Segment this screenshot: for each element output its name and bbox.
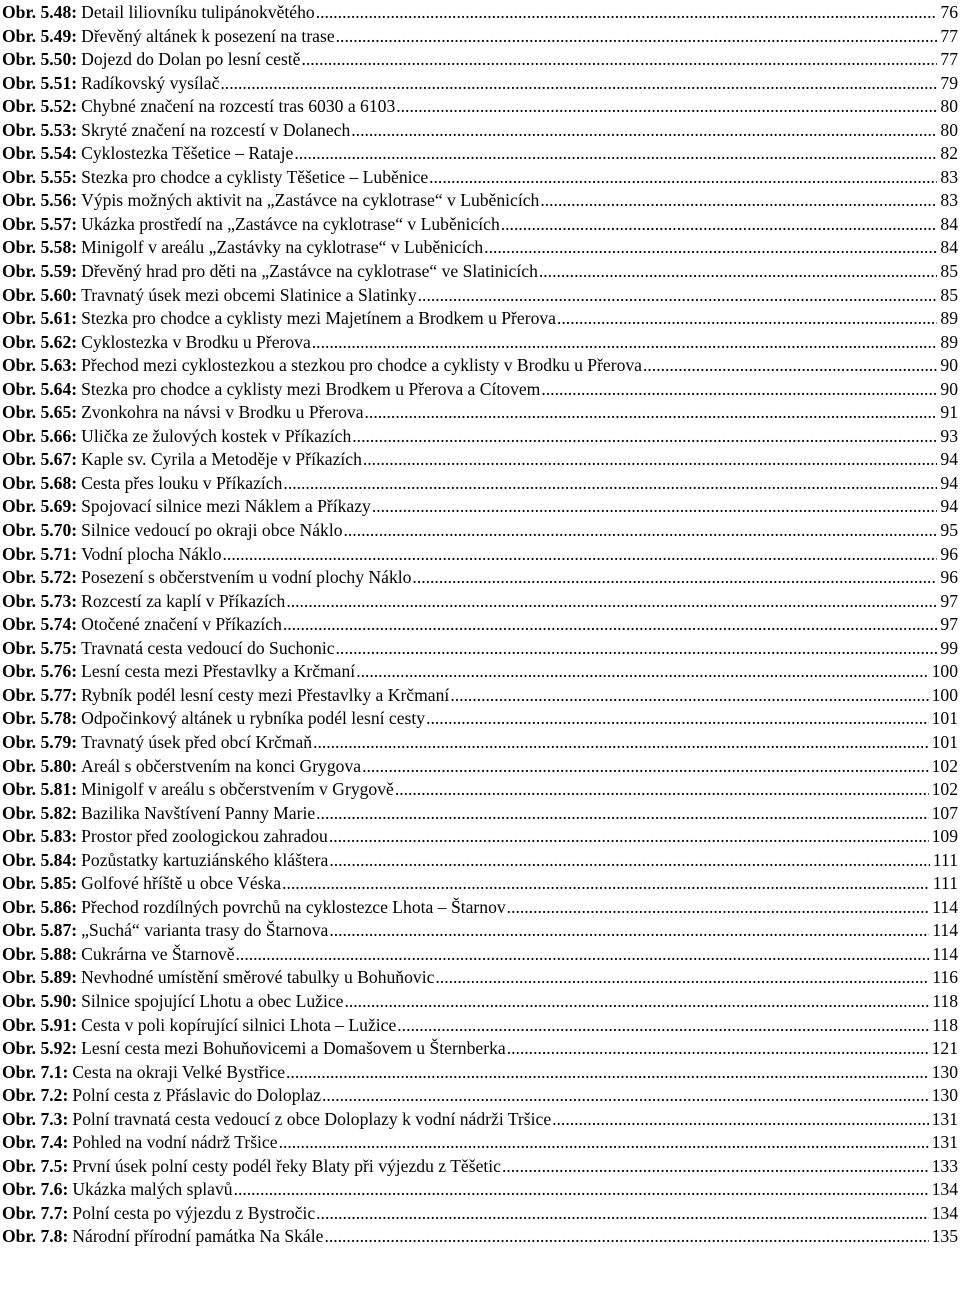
- dot-leader: [643, 354, 937, 378]
- figure-number: Obr. 5.65:: [2, 402, 78, 423]
- dot-leader: [372, 495, 938, 519]
- page-number: 130: [931, 1061, 958, 1082]
- page-number: 97: [940, 590, 958, 611]
- toc-entry[interactable]: [2, 707, 958, 731]
- dot-leader: [426, 707, 929, 731]
- page-number: 131: [931, 1132, 958, 1153]
- figure-number: Obr. 5.88:: [2, 943, 78, 964]
- page-number: 84: [940, 237, 958, 258]
- page-number: 89: [940, 308, 958, 329]
- figure-number: Obr. 5.58:: [2, 237, 78, 258]
- dot-leader: [324, 1225, 928, 1249]
- toc-entry[interactable]: [2, 966, 958, 990]
- figure-number: Obr. 5.69:: [2, 496, 78, 517]
- figure-number: Obr. 5.49:: [2, 25, 78, 46]
- page-number: 85: [940, 261, 958, 282]
- figure-caption: Kaple sv. Cyrila a Metoděje v Příkazích: [81, 449, 362, 470]
- dot-leader: [329, 825, 929, 849]
- figure-caption: Prostor před zoologickou zahradou: [81, 826, 328, 847]
- toc-entry[interactable]: [2, 1, 958, 25]
- figure-number: Obr. 7.7:: [2, 1202, 69, 1223]
- toc-entry[interactable]: [2, 1084, 958, 1108]
- dot-leader: [279, 1131, 929, 1155]
- toc-entry[interactable]: [2, 590, 958, 614]
- page-number: 107: [931, 802, 958, 823]
- figure-number: Obr. 5.63:: [2, 355, 78, 376]
- figure-caption: Cesta na okraji Velké Bystřice: [72, 1061, 286, 1082]
- figure-caption: Nevhodné umístění směrové tabulky u Bohuňovic: [81, 967, 435, 988]
- figure-caption: Cukrárna ve Štarnově: [81, 943, 235, 964]
- figure-caption: Areál s občerstvením na konci Grygova: [81, 755, 362, 776]
- toc-entry[interactable]: [2, 260, 958, 284]
- figure-caption: Ukázka malých splavů: [72, 1179, 233, 1200]
- toc-entry[interactable]: [2, 990, 958, 1014]
- figure-caption: Ulička ze žulových kostek v Příkazích: [81, 425, 352, 446]
- toc-entry[interactable]: [2, 731, 958, 755]
- page-number: 121: [931, 1038, 958, 1059]
- page-number: 80: [940, 119, 958, 140]
- dot-leader: [336, 25, 938, 49]
- page-number: 77: [940, 49, 958, 70]
- figure-number: Obr. 5.61:: [2, 308, 78, 329]
- page-number: 76: [940, 2, 958, 22]
- page-number: 114: [932, 896, 958, 917]
- figure-caption: Polní cesta z Přáslavic do Doloplaz: [72, 1085, 322, 1106]
- figure-caption: Otočené značení v Příkazích: [81, 614, 282, 635]
- toc-entry[interactable]: [2, 378, 958, 402]
- figure-caption: Cesta přes louku v Příkazích: [81, 472, 283, 493]
- figure-caption: Stezka pro chodce a cyklisty mezi Brodkem u Přerova a Cítovem: [81, 378, 541, 399]
- toc-entry[interactable]: [2, 613, 958, 637]
- dot-leader: [397, 1014, 929, 1038]
- figure-caption: Posezení s občerstvením u vodní plochy Náklo: [81, 567, 412, 588]
- figure-caption: Dojezd do Dolan po lesní cestě: [81, 49, 301, 70]
- toc-entry[interactable]: [2, 472, 958, 496]
- toc-entry[interactable]: [2, 213, 958, 237]
- toc-entry[interactable]: [2, 142, 958, 166]
- figure-number: Obr. 5.70:: [2, 520, 78, 541]
- page-number: 83: [940, 190, 958, 211]
- dot-leader: [362, 755, 929, 779]
- figure-number: Obr. 5.52:: [2, 96, 78, 117]
- toc-entry[interactable]: [2, 95, 958, 119]
- dot-leader: [429, 166, 937, 190]
- figure-number: Obr. 5.87:: [2, 920, 78, 941]
- figure-caption: Přechod rozdílných povrchů na cyklostezce Lhota – Štarnov: [81, 896, 506, 917]
- figure-caption: Radíkovský vysílač: [81, 72, 220, 93]
- dot-leader: [234, 1178, 929, 1202]
- dot-leader: [329, 849, 930, 873]
- page-number: 93: [940, 425, 958, 446]
- page-number: 90: [940, 355, 958, 376]
- toc-entry[interactable]: [2, 72, 958, 96]
- figure-caption: Výpis možných aktivit na „Zastávce na cyklotrase“ v Luběnicích: [81, 190, 540, 211]
- figure-caption: Silnice spojující Lhotu a obec Lužice: [81, 990, 344, 1011]
- figure-caption: Polní cesta po výjezdu z Bystročic: [72, 1202, 316, 1223]
- figure-number: Obr. 5.67:: [2, 449, 78, 470]
- dot-leader: [316, 1, 938, 25]
- figure-number: Obr. 5.80:: [2, 755, 78, 776]
- figure-number: Obr. 5.84:: [2, 849, 78, 870]
- figure-caption: Pohled na vodní nádrž Tršice: [72, 1132, 278, 1153]
- page-number: 118: [932, 990, 958, 1011]
- figure-number: Obr. 5.74:: [2, 614, 78, 635]
- toc-entry[interactable]: [2, 566, 958, 590]
- dot-leader: [450, 684, 928, 708]
- page-number: 94: [940, 472, 958, 493]
- dot-leader: [313, 731, 929, 755]
- figure-caption: Národní přírodní památka Na Skále: [72, 1226, 324, 1247]
- figure-caption: Cesta v poli kopírující silnici Lhota – Lužice: [81, 1014, 397, 1035]
- toc-entry[interactable]: [2, 943, 958, 967]
- page-number: 135: [931, 1226, 958, 1247]
- dot-leader: [352, 425, 937, 449]
- toc-entry[interactable]: [2, 189, 958, 213]
- figure-caption: Cyklostezka v Brodku u Přerova: [81, 331, 311, 352]
- dot-leader: [557, 307, 937, 331]
- figure-caption: Vodní plocha Náklo: [81, 543, 222, 564]
- page-number: 94: [940, 496, 958, 517]
- dot-leader: [507, 1037, 929, 1061]
- page-number: 114: [932, 943, 958, 964]
- toc-entry[interactable]: [2, 448, 958, 472]
- figure-number: Obr. 7.3:: [2, 1108, 69, 1129]
- figure-caption: První úsek polní cesty podél řeky Blaty při výjezdu z Těšetic: [72, 1155, 501, 1176]
- figure-number: Obr. 5.75:: [2, 637, 78, 658]
- page-number: 89: [940, 331, 958, 352]
- figure-caption: Pozůstatky kartuziánského kláštera: [81, 849, 329, 870]
- page-number: 102: [931, 779, 958, 800]
- figure-caption: Stezka pro chodce a cyklisty mezi Majetínem a Brodkem u Přerova: [81, 308, 556, 329]
- page-number: 118: [932, 1014, 958, 1035]
- dot-leader: [365, 401, 938, 425]
- dot-leader: [236, 943, 930, 967]
- dot-leader: [286, 590, 937, 614]
- figure-caption: Zvonkohra na návsi v Brodku u Přerova: [81, 402, 364, 423]
- page-number: 95: [940, 520, 958, 541]
- figure-number: Obr. 5.73:: [2, 590, 78, 611]
- toc-entry[interactable]: [2, 48, 958, 72]
- toc-entry[interactable]: [2, 401, 958, 425]
- dot-leader: [223, 543, 938, 567]
- figure-caption: Minigolf v areálu „Zastávky na cyklotrase“ v Luběnicích: [81, 237, 484, 258]
- figure-caption: Dřevěný hrad pro děti na „Zastávce na cyklotrase“ ve Slatinicích: [81, 261, 538, 282]
- toc-entry[interactable]: [2, 119, 958, 143]
- figure-number: Obr. 5.81:: [2, 779, 78, 800]
- figure-caption: Travnatá cesta vedoucí do Suchonic: [81, 637, 335, 658]
- toc-entry[interactable]: [2, 331, 958, 355]
- figure-caption: Travnatý úsek před obcí Krčmaň: [81, 731, 313, 752]
- dot-leader: [282, 872, 930, 896]
- figure-number: Obr. 5.72:: [2, 567, 78, 588]
- page-number: 130: [931, 1085, 958, 1106]
- page-number: 100: [931, 661, 958, 682]
- figure-number: Obr. 5.57:: [2, 213, 78, 234]
- dot-leader: [552, 1108, 928, 1132]
- toc-entry[interactable]: [2, 284, 958, 308]
- page-number: 114: [932, 920, 958, 941]
- dot-leader: [502, 1155, 929, 1179]
- toc-entry[interactable]: [2, 307, 958, 331]
- dot-leader: [501, 213, 938, 237]
- figure-number: Obr. 5.89:: [2, 967, 78, 988]
- figure-number: Obr. 5.55:: [2, 166, 78, 187]
- page-number: 134: [931, 1202, 958, 1223]
- dot-leader: [507, 896, 930, 920]
- figure-caption: „Suchá“ varianta trasy do Štarnova: [81, 920, 329, 941]
- figure-caption: Cyklostezka Těšetice – Rataje: [81, 143, 294, 164]
- toc-entry[interactable]: [2, 1225, 958, 1249]
- page-number: 77: [940, 25, 958, 46]
- page-number: 84: [940, 213, 958, 234]
- dot-leader: [344, 990, 929, 1014]
- page-number: 116: [932, 967, 958, 988]
- figure-number: Obr. 5.68:: [2, 472, 78, 493]
- page-number: 80: [940, 96, 958, 117]
- toc-entry[interactable]: [2, 919, 958, 943]
- figure-number: Obr. 5.82:: [2, 802, 78, 823]
- dot-leader: [316, 1202, 928, 1226]
- toc-entry[interactable]: [2, 755, 958, 779]
- dot-leader: [312, 331, 938, 355]
- figure-caption: Polní travnatá cesta vedoucí z obce Doloplazy k vodní nádrži Tršice: [72, 1108, 552, 1129]
- figure-number: Obr. 7.8:: [2, 1226, 69, 1247]
- dot-leader: [294, 142, 937, 166]
- figure-number: Obr. 5.64:: [2, 378, 78, 399]
- dot-leader: [301, 48, 937, 72]
- figure-caption: Rybník podél lesní cesty mezi Přestavlky a Krčmaní: [81, 684, 450, 705]
- figure-number: Obr. 5.92:: [2, 1038, 78, 1059]
- figure-number: Obr. 5.76:: [2, 661, 78, 682]
- figure-number: Obr. 5.66:: [2, 425, 78, 446]
- toc-entry[interactable]: [2, 896, 958, 920]
- page-number: 111: [932, 873, 958, 894]
- page-number: 133: [931, 1155, 958, 1176]
- dot-leader: [540, 189, 937, 213]
- toc-entry[interactable]: [2, 25, 958, 49]
- toc-entry[interactable]: [2, 166, 958, 190]
- dot-leader: [336, 637, 938, 661]
- dot-leader: [396, 95, 937, 119]
- figure-number: Obr. 5.91:: [2, 1014, 78, 1035]
- page-number: 109: [931, 826, 958, 847]
- figure-caption: Chybné značení na rozcestí tras 6030 a 6103: [81, 96, 396, 117]
- page-number: 101: [931, 731, 958, 752]
- toc-entry[interactable]: [2, 1108, 958, 1132]
- figure-caption: Přechod mezi cyklostezkou a stezkou pro chodce a cyklisty v Brodku u Přerova: [81, 355, 642, 376]
- figure-list: [2, 1, 958, 1249]
- toc-entry[interactable]: [2, 849, 958, 873]
- dot-leader: [395, 778, 929, 802]
- dot-leader: [322, 1084, 929, 1108]
- figure-number: Obr. 5.54:: [2, 143, 78, 164]
- figure-caption: Stezka pro chodce a cyklisty Těšetice – Luběnice: [81, 166, 429, 187]
- figure-number: Obr. 5.78:: [2, 708, 78, 729]
- figure-number: Obr. 5.90:: [2, 990, 78, 1011]
- figure-caption: Ukázka prostředí na „Zastávce na cyklotrase“ v Luběnicích: [81, 213, 500, 234]
- dot-leader: [356, 660, 928, 684]
- figure-number: Obr. 7.2:: [2, 1085, 69, 1106]
- dot-leader: [283, 472, 937, 496]
- dot-leader: [329, 919, 929, 943]
- page-number: 83: [940, 166, 958, 187]
- figure-caption: Silnice vedoucí po okraji obce Náklo: [81, 520, 343, 541]
- figure-number: Obr. 5.83:: [2, 826, 78, 847]
- toc-entry[interactable]: [2, 1155, 958, 1179]
- figure-number: Obr. 5.62:: [2, 331, 78, 352]
- toc-entry[interactable]: [2, 1178, 958, 1202]
- toc-entry[interactable]: [2, 1037, 958, 1061]
- dot-leader: [351, 119, 937, 143]
- toc-entry[interactable]: [2, 236, 958, 260]
- figure-number: Obr. 5.48:: [2, 2, 78, 22]
- toc-entry[interactable]: [2, 802, 958, 826]
- figure-caption: Travnatý úsek mezi obcemi Slatinice a Slatinky: [81, 284, 417, 305]
- dot-leader: [344, 519, 938, 543]
- dot-leader: [412, 566, 937, 590]
- page-number: 79: [940, 72, 958, 93]
- figure-caption: Lesní cesta mezi Přestavlky a Krčmaní: [81, 661, 356, 682]
- figure-number: Obr. 7.4:: [2, 1132, 69, 1153]
- page-number: 94: [940, 449, 958, 470]
- figure-number: Obr. 7.6:: [2, 1179, 69, 1200]
- dot-leader: [541, 378, 937, 402]
- page-number: 99: [940, 637, 958, 658]
- toc-entry[interactable]: [2, 778, 958, 802]
- page-number: 111: [932, 849, 958, 870]
- dot-leader: [435, 966, 929, 990]
- figure-number: Obr. 5.79:: [2, 731, 78, 752]
- page-number: 85: [940, 284, 958, 305]
- page-number: 91: [940, 402, 958, 423]
- figure-number: Obr. 7.5:: [2, 1155, 69, 1176]
- figure-caption: Detail liliovníku tulipánokvětého: [81, 2, 315, 22]
- toc-entry[interactable]: [2, 519, 958, 543]
- toc-entry[interactable]: [2, 1014, 958, 1038]
- page-number: 102: [931, 755, 958, 776]
- figure-caption: Bazilika Navštívení Panny Marie: [81, 802, 316, 823]
- figure-caption: Skryté značení na rozcestí v Dolanech: [81, 119, 351, 140]
- figure-number: Obr. 5.86:: [2, 896, 78, 917]
- toc-entry[interactable]: [2, 543, 958, 567]
- dot-leader: [316, 802, 928, 826]
- figure-caption: Odpočinkový altánek u rybníka podél lesní cesty: [81, 708, 426, 729]
- figure-number: Obr. 5.71:: [2, 543, 78, 564]
- figure-number: Obr. 5.77:: [2, 684, 78, 705]
- page-number: 96: [940, 543, 958, 564]
- toc-entry[interactable]: [2, 684, 958, 708]
- dot-leader: [363, 448, 938, 472]
- page-number: 134: [931, 1179, 958, 1200]
- toc-entry[interactable]: [2, 872, 958, 896]
- page-number: 82: [940, 143, 958, 164]
- toc-entry[interactable]: [2, 637, 958, 661]
- toc-entry[interactable]: [2, 1131, 958, 1155]
- toc-entry[interactable]: [2, 660, 958, 684]
- figure-number: Obr. 5.50:: [2, 49, 78, 70]
- figure-caption: Rozcestí za kaplí v Příkazích: [81, 590, 286, 611]
- figure-number: Obr. 5.59:: [2, 261, 78, 282]
- figure-caption: Spojovací silnice mezi Náklem a Příkazy: [81, 496, 371, 517]
- dot-leader: [418, 284, 938, 308]
- figure-number: Obr. 5.53:: [2, 119, 78, 140]
- figure-number: Obr. 5.85:: [2, 873, 78, 894]
- figure-number: Obr. 5.60:: [2, 284, 78, 305]
- dot-leader: [220, 72, 937, 96]
- toc-entry[interactable]: [2, 1202, 958, 1226]
- figure-caption: Dřevěný altánek k posezení na trase: [81, 25, 335, 46]
- figure-caption: Minigolf v areálu s občerstvením v Grygově: [81, 779, 394, 800]
- page-number: 97: [940, 614, 958, 635]
- figure-number: Obr. 5.51:: [2, 72, 78, 93]
- figure-caption: Golfové hříště u obce Véska: [81, 873, 282, 894]
- toc-entry[interactable]: [2, 354, 958, 378]
- toc-entry[interactable]: [2, 825, 958, 849]
- toc-entry[interactable]: [2, 495, 958, 519]
- page-number: 96: [940, 567, 958, 588]
- figure-number: Obr. 5.56:: [2, 190, 78, 211]
- figure-caption: Lesní cesta mezi Bohuňovicemi a Domašovem u Šternberka: [81, 1038, 506, 1059]
- page-number: 101: [931, 708, 958, 729]
- page-number: 90: [940, 378, 958, 399]
- dot-leader: [283, 613, 938, 637]
- dot-leader: [484, 236, 937, 260]
- page-number: 100: [931, 684, 958, 705]
- dot-leader: [539, 260, 938, 284]
- dot-leader: [286, 1061, 929, 1085]
- toc-entry[interactable]: [2, 425, 958, 449]
- toc-entry[interactable]: [2, 1061, 958, 1085]
- page-number: 131: [931, 1108, 958, 1129]
- figure-number: Obr. 7.1:: [2, 1061, 69, 1082]
